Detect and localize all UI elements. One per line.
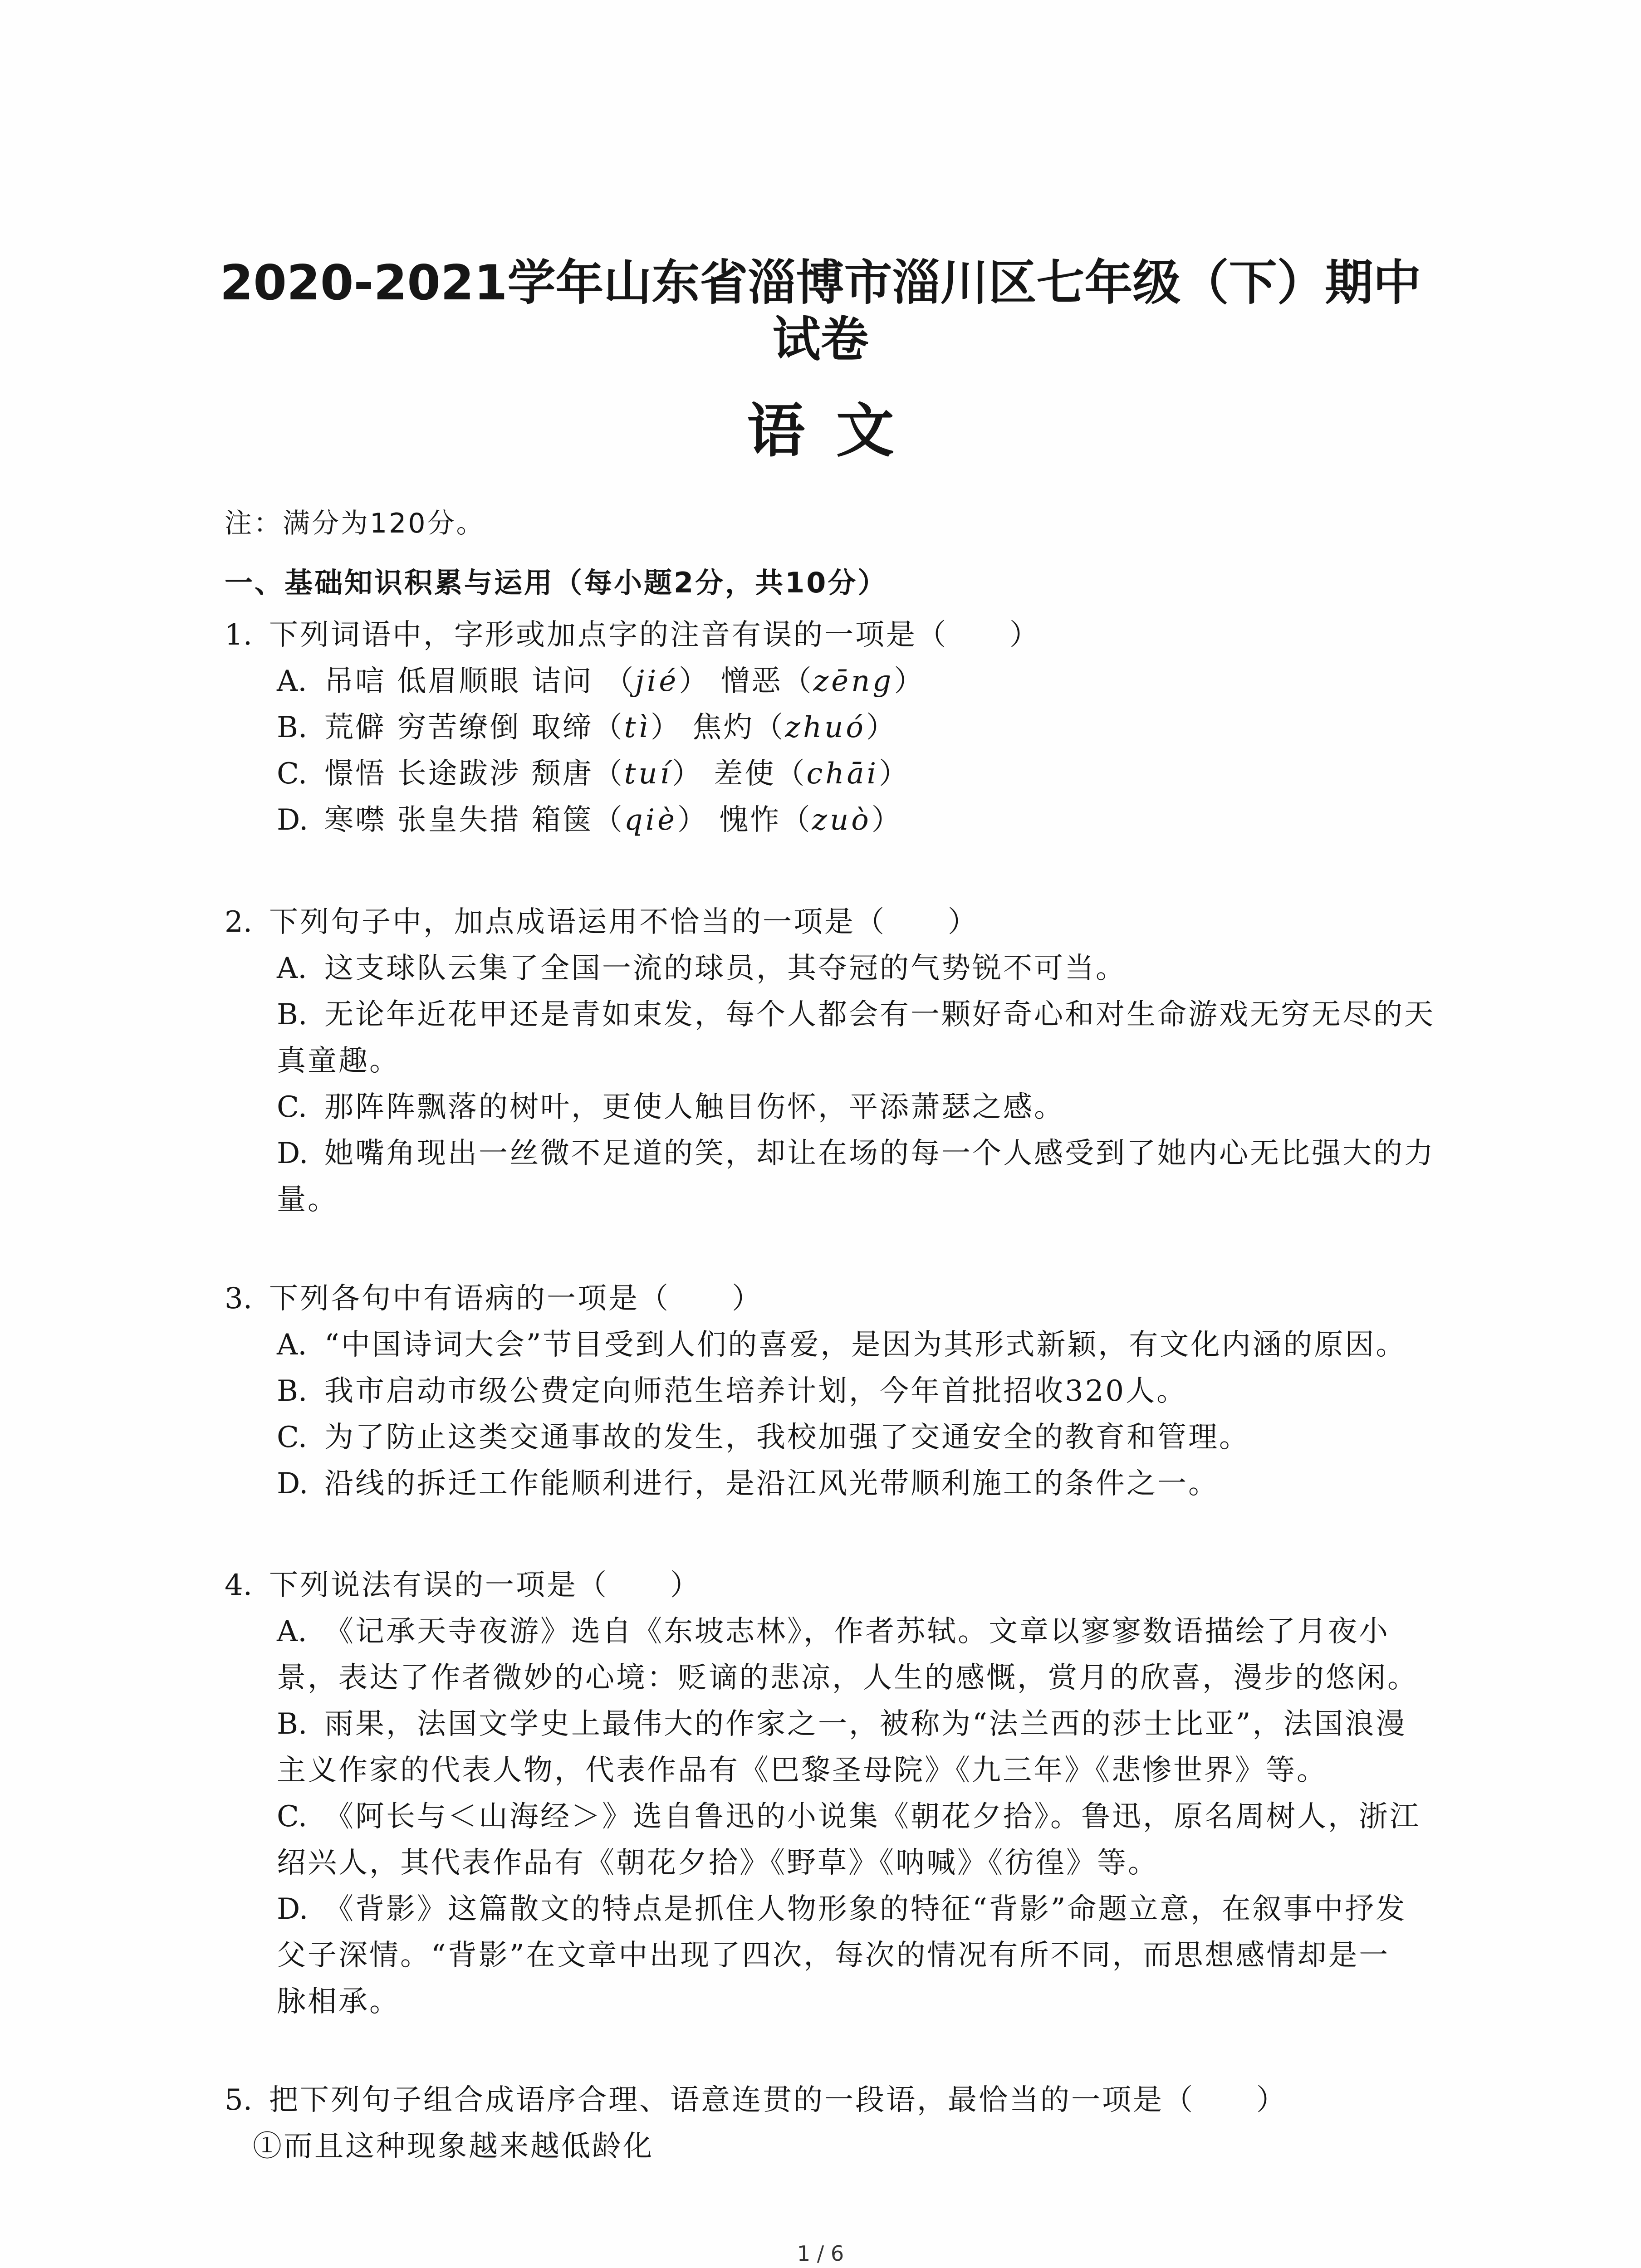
option-text: “中国诗词大会”节目受到人们的喜爱，是因为其形式新颖，有文化内涵的原因。	[324, 1328, 1407, 1362]
question-3	[225, 1276, 1540, 1507]
question-number: 5.	[225, 2083, 253, 2117]
pinyin: zēng	[813, 665, 894, 698]
page-content	[0, 254, 1641, 2170]
option-c	[225, 1414, 1540, 1461]
option-text: ）	[866, 711, 897, 744]
question-2	[225, 899, 1540, 1223]
option-b	[225, 992, 1540, 1038]
option-d	[225, 1130, 1540, 1177]
option-d	[225, 1461, 1540, 1507]
option-continuation-line: 主义作家的代表人物，代表作品有《巴黎圣母院》《九三年》《悲惨世界》等。	[277, 1754, 1327, 1787]
pinyin: tuí	[624, 757, 672, 791]
option-text: ） 愧怍（	[677, 803, 812, 837]
option-text: ）	[879, 757, 910, 791]
pinyin: jié	[635, 665, 679, 698]
option-text: 她嘴角现出一丝微不足道的笑，却让在场的每一个人感受到了她内心无比强大的力	[324, 1137, 1435, 1170]
option-label: D.	[277, 803, 309, 837]
question-stem: 下列各句中有语病的一项是（ ）	[269, 1282, 763, 1315]
option-text: 为了防止这类交通事故的发生，我校加强了交通安全的教育和管理。	[324, 1421, 1250, 1454]
option-label: D.	[277, 1467, 309, 1501]
option-label: A.	[277, 1615, 307, 1648]
option-label: C.	[277, 1800, 308, 1833]
option-text: 《记承天寺夜游》选自《东坡志林》，作者苏轼。文章以寥寥数语描绘了月夜小	[324, 1615, 1390, 1648]
pinyin: chāi	[806, 757, 879, 791]
pinyin: zhuó	[785, 711, 866, 744]
option-text: 吊唁 低眉顺眼 诘问 （	[324, 665, 636, 698]
option-text: ）	[894, 665, 925, 698]
option-label: A.	[277, 952, 307, 985]
option-continuation-line: 脉相承。	[277, 1985, 400, 2019]
option-c	[225, 1084, 1540, 1130]
question-4	[225, 1562, 1540, 2025]
option-text: 荒僻 穷苦缭倒 取缔（	[324, 711, 624, 744]
option-label: A.	[277, 665, 307, 698]
option-d	[225, 797, 1540, 843]
option-label: C.	[277, 1090, 308, 1124]
option-text: 憬悟 长途跋涉 颓唐（	[324, 757, 624, 791]
question-5	[225, 2077, 1540, 2170]
option-d	[225, 1886, 1540, 1932]
option-text: 这支球队云集了全国一流的球员，其夺冠的气势锐不可当。	[324, 952, 1127, 985]
option-label: C.	[277, 1421, 308, 1454]
exam-title-line-2: 试卷	[772, 312, 869, 367]
question-stem-line	[225, 1276, 1540, 1322]
option-a	[225, 1608, 1540, 1655]
option-label: B.	[277, 711, 308, 744]
pinyin: zuò	[812, 803, 872, 837]
option-label: C.	[277, 757, 308, 791]
question-stem: 下列词语中，字形或加点字的注音有误的一项是（ ）	[269, 618, 1040, 652]
question-1	[225, 612, 1540, 843]
option-continuation-line: 父子深情。“背影”在文章中出现了四次，每次的情况有所不同，而思想感情却是一	[277, 1939, 1390, 1972]
option-text: 无论年近花甲还是青如束发，每个人都会有一颗好奇心和对生命游戏无穷无尽的天	[324, 998, 1435, 1031]
score-note: 注：满分为120分。	[225, 508, 485, 539]
option-continuation-line: 真童趣。	[277, 1044, 400, 1078]
option-b	[225, 1701, 1540, 1747]
exam-title-line-1: 2020-2021学年山东省淄博市淄川区七年级（下）期中	[220, 255, 1421, 311]
option-label: D.	[277, 1892, 309, 1926]
option-text: ） 憎恶（	[679, 665, 813, 698]
option-continuation-line: 绍兴人，其代表作品有《朝花夕拾》《野草》《呐喊》《彷徨》等。	[277, 1846, 1159, 1880]
option-text: 雨果，法国文学史上最伟大的作家之一，被称为“法兰西的莎士比亚”，法国浪漫	[324, 1707, 1407, 1741]
option-c	[225, 751, 1540, 797]
question-stem-line	[225, 1562, 1540, 1608]
option-a	[225, 658, 1540, 704]
option-continuation-line: 景，表达了作者微妙的心境：贬谪的悲凉，人生的感慨，赏月的欣喜，漫步的悠闲。	[277, 1661, 1418, 1695]
question-number: 4.	[225, 1569, 253, 1602]
question-stem: 把下列句子组合成语序合理、语意连贯的一段语，最恰当的一项是（ ）	[269, 2083, 1287, 2117]
option-a	[225, 1322, 1540, 1368]
option-label: B.	[277, 1707, 308, 1741]
option-text: 那阵阵飘落的树叶，更使人触目伤怀，平添萧瑟之感。	[324, 1090, 1065, 1124]
pinyin: tì	[624, 711, 651, 744]
question-number: 2.	[225, 905, 253, 939]
pinyin: qiè	[624, 803, 677, 837]
question-stem-line	[225, 612, 1540, 658]
option-label: D.	[277, 1137, 309, 1170]
option-b	[225, 1368, 1540, 1414]
option-c	[225, 1794, 1540, 1840]
option-b	[225, 704, 1540, 751]
option-text: ） 焦灼（	[650, 711, 785, 744]
question-stem: 下列说法有误的一项是（ ）	[269, 1569, 701, 1602]
question-number: 3.	[225, 1282, 253, 1315]
option-text: 我市启动市级公费定向师范生培养计划，今年首批招收320人。	[324, 1374, 1188, 1408]
subject-title: 语 文	[747, 397, 894, 465]
question-stem: 下列句子中，加点成语运用不恰当的一项是（ ）	[269, 905, 979, 939]
option-label: A.	[277, 1328, 307, 1362]
question-stem-line	[225, 2077, 1540, 2123]
option-text: 寒噤 张皇失措 箱箧（	[324, 803, 624, 837]
option-label: B.	[277, 998, 308, 1031]
section-heading: 一、基础知识积累与运用（每小题2分，共10分）	[225, 566, 888, 599]
option-text: 《阿长与＜山海经＞》选自鲁迅的小说集《朝花夕拾》。鲁迅，原名周树人，浙江	[324, 1800, 1421, 1833]
option-text: 沿线的拆迁工作能顺利进行，是沿江风光带顺利施工的条件之一。	[324, 1467, 1219, 1501]
option-text: 《背影》这篇散文的特点是抓住人物形象的特征“背影”命题立意，在叙事中抒发	[324, 1892, 1407, 1926]
option-text: ） 差使（	[672, 757, 807, 791]
sentence-item: ①而且这种现象越来越低龄化	[253, 2130, 654, 2163]
question-number: 1.	[225, 618, 253, 652]
option-label: B.	[277, 1374, 308, 1408]
option-text: ）	[871, 803, 902, 837]
option-continuation-line: 量。	[277, 1183, 338, 1217]
exam-body	[225, 500, 1540, 2170]
option-a	[225, 945, 1540, 992]
page-number: 1 / 6	[797, 2241, 844, 2266]
question-stem-line	[225, 899, 1540, 945]
